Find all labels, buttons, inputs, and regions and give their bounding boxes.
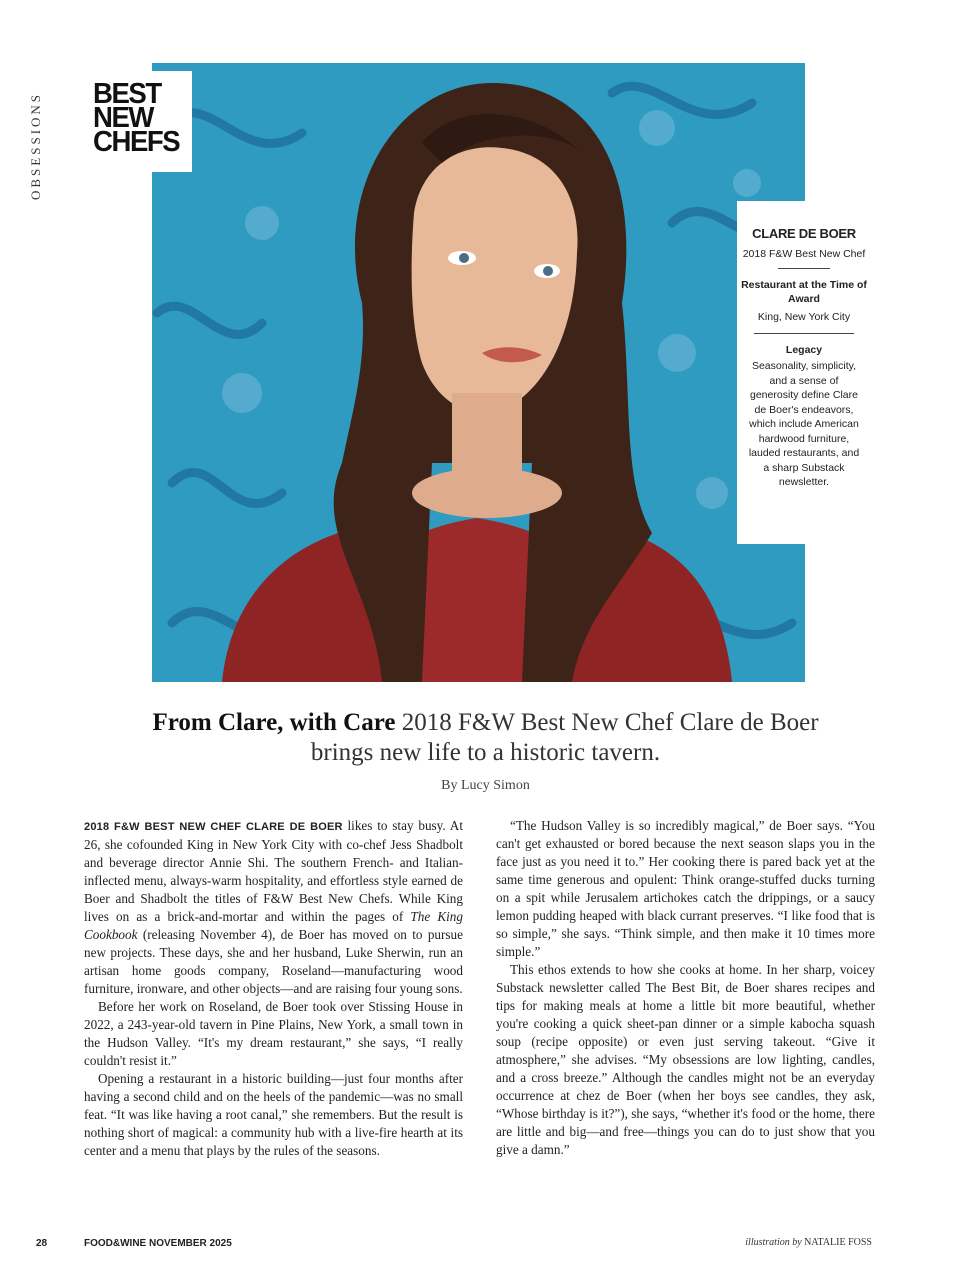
paragraph-text: likes to stay busy. At 26, she cofounded King in New York City with co-chef Jess Shadbolt and beverage director Annie Shi. The southern French- and Italian-inflected menu, always-warm hospitality, and effortless style earned de Boer and Shadbolt the titles of F&W Best New Chefs. While King lives on as a brick-and-mortar and within the pages of: [84, 818, 463, 924]
paragraph-text: (releasing November 4), de Boer has moved on to pursue new projects. These days, she and her husband, Luke Sherwin, run an artisan home goods company, Roseland—manufacturing wood furniture, ironware, and other objects—and are raising four young sons.: [84, 927, 463, 996]
chef-award-subtitle: 2018 F&W Best New Chef: [742, 248, 866, 260]
illustration-credit: [600, 1237, 872, 1248]
logo-line-2: NEW: [93, 102, 154, 134]
paragraph: This ethos extends to how she cooks at home. In her sharp, voicey Substack newsletter called The Best Bit, de Boer shares recipes and tips for making meals at home a little bit more beautiful, whether you're cooking a quick sheet-pan dinner or a simple kabocha squash soup (recipe opposite) or even just serving takeout. “Give it atmosphere,” she advises. “My obsessions are low lighting, candles, and a cross breeze.” Although the candles might not be an everyday occurrence at chez de Boer (when her boys see candles, they ask, “Whose birthday is it?”), she says, “whether it's food or the home, there are little and big—and free—things you can do to just show that you give a damn.”: [496, 962, 875, 1157]
credit-name: NATALIE FOSS: [804, 1237, 872, 1248]
logo-line-3: CHEFS: [93, 126, 180, 158]
body-column-left: [84, 817, 463, 1160]
divider: [754, 333, 854, 334]
paragraph: Before her work on Roseland, de Boer took over Stissing House in 2022, a 243-year-old tavern in Pine Plains, New York, a small town in the Hudson Valley. “It's my dream restaurant,” she says, “I really couldn't resist it.”: [84, 999, 463, 1068]
legacy-heading: Legacy: [785, 344, 823, 356]
page-number: 28: [36, 1238, 48, 1249]
legacy-text: Seasonality, simplicity, and a sense of generosity define Clare de Boer's endeavors, which include American hardwood furniture, lauded restaurants, and a sharp Substack newsletter.: [748, 360, 860, 488]
section-label: OBSESSIONS: [28, 91, 43, 200]
headline-dek: 2018 F&W Best New Chef Clare de Boer brings new life to a historic tavern.: [310, 709, 819, 766]
body-column-right: [496, 817, 875, 1159]
headline-title: From Clare, with Care: [152, 709, 396, 736]
magazine-issue: FOOD&WINE NOVEMBER 2025: [84, 1238, 232, 1249]
article-headline: [120, 708, 851, 768]
logo-line-1: BEST: [93, 78, 161, 110]
chef-name: CLARE DE BOER: [752, 226, 856, 241]
paragraph: “The Hudson Valley is so incredibly magical,” de Boer says. “You can't get exhausted or bored because the next season slaps you in the face just as you need it to.” Her cooking there is pared back yet at the same time generous and opulent: Think orange-stuffed ducks turning on a spit while Jerusalem artichokes catch the drippings, or a saucy lemon pudding heaped with black currant preserves. “I like food that is so simple,” she says. “Think simple, and then make it 10 times more simple.”: [496, 818, 875, 959]
divider: [778, 268, 830, 269]
lead-in: 2018 F&W BEST NEW CHEF CLARE DE BOER: [84, 821, 343, 833]
best-new-chefs-logo: [83, 71, 192, 172]
restaurant-heading: Restaurant at the Time of Award: [741, 279, 867, 305]
chef-info-box: [737, 201, 871, 544]
chef-portrait-illustration: [152, 63, 805, 682]
paragraph: [84, 817, 463, 998]
paragraph: Opening a restaurant in a historic building—just four months after having a second child and on the heels of the pandemic—was no small feat. “It was like having a root canal,” she remembers. But the result is nothing short of magical: a community hub with a live-fire hearth at its center and a menu that plays by the rules of the seasons.: [84, 1071, 463, 1158]
restaurant-value: King, New York City: [757, 311, 851, 323]
credit-prefix: illustration by: [745, 1237, 802, 1248]
book-title: The King Cookbook: [84, 909, 463, 942]
portrait-svg: [152, 63, 805, 682]
byline: By Lucy Simon: [441, 778, 530, 793]
